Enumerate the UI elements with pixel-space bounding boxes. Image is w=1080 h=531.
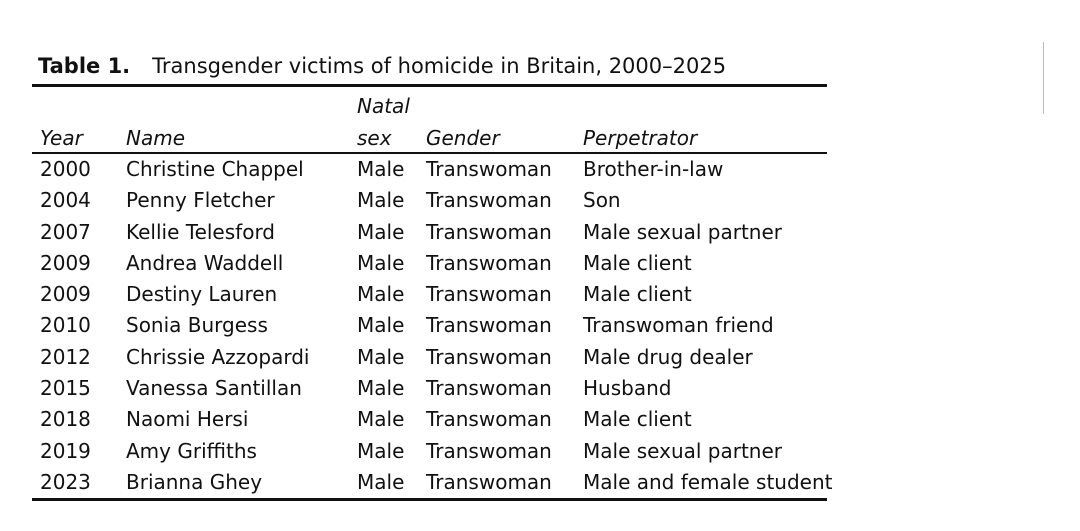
header-name: Name <box>126 126 186 150</box>
cell-name: Destiny Lauren <box>126 282 278 307</box>
cell-year: 2009 <box>40 250 91 275</box>
cell-gender: Transwoman <box>426 157 552 181</box>
cell-perpetrator: Male drug dealer <box>583 344 753 369</box>
cell-year: 2015 <box>40 376 91 401</box>
cell-gender: Transwoman <box>426 250 552 275</box>
cell-perpetrator: Son <box>583 188 621 213</box>
table-row <box>0 404 1080 435</box>
cell-natal-sex: Male <box>357 376 405 401</box>
cell-name: Vanessa Santillan <box>126 376 302 401</box>
table-row <box>0 217 1080 248</box>
cell-gender: Transwoman <box>426 407 552 432</box>
header-gender: Gender <box>426 126 500 150</box>
cell-gender: Transwoman <box>426 344 552 369</box>
cell-year: 2004 <box>40 188 91 213</box>
table-row <box>0 310 1080 341</box>
table-caption <box>38 52 726 80</box>
header-natal-sex-line1: Natal <box>357 94 410 118</box>
cell-name: Naomi Hersi <box>126 407 249 432</box>
cell-gender: Transwoman <box>426 313 552 338</box>
cell-year: 2010 <box>40 313 91 338</box>
cell-gender: Transwoman <box>426 219 552 244</box>
table-top-rule <box>32 84 827 87</box>
table-caption-label: Table 1. <box>38 54 131 78</box>
cell-name: Amy Griffiths <box>126 438 257 463</box>
cell-natal-sex: Male <box>357 469 405 494</box>
table-row <box>0 373 1080 404</box>
cell-perpetrator: Male client <box>583 407 692 432</box>
cell-natal-sex: Male <box>357 438 405 463</box>
cell-gender: Transwoman <box>426 376 552 401</box>
cell-perpetrator: Brother-in-law <box>583 157 724 181</box>
cell-gender: Transwoman <box>426 438 552 463</box>
cell-name: Christine Chappel <box>126 157 304 181</box>
cell-gender: Transwoman <box>426 282 552 307</box>
cell-perpetrator: Male sexual partner <box>583 438 783 463</box>
table-row <box>0 248 1080 279</box>
cell-natal-sex: Male <box>357 313 405 338</box>
cell-perpetrator: Male sexual partner <box>583 219 783 244</box>
cell-natal-sex: Male <box>357 407 405 432</box>
cell-perpetrator: Male client <box>583 250 692 275</box>
cell-gender: Transwoman <box>426 469 552 494</box>
cell-year: 2000 <box>40 157 91 181</box>
cell-year: 2019 <box>40 438 91 463</box>
table-row <box>0 436 1080 467</box>
header-natal-sex-line2: sex <box>357 126 392 150</box>
table-row <box>0 467 1080 498</box>
cell-natal-sex: Male <box>357 219 405 244</box>
cell-year: 2023 <box>40 469 91 494</box>
header-perpetrator: Perpetrator <box>583 126 698 150</box>
cell-name: Kellie Telesford <box>126 219 276 244</box>
table-caption-title: Transgender victims of homicide in Britain, 2000–2025 <box>152 54 727 78</box>
cell-year: 2007 <box>40 219 91 244</box>
cell-natal-sex: Male <box>357 344 405 369</box>
table-body <box>0 154 1080 498</box>
table-row <box>0 154 1080 185</box>
cell-natal-sex: Male <box>357 188 405 213</box>
cell-name: Penny Fletcher <box>126 188 275 213</box>
cell-perpetrator: Transwoman friend <box>583 313 774 338</box>
cell-perpetrator: Male client <box>583 282 692 307</box>
page-edge-line <box>1043 42 1044 114</box>
table-bottom-rule <box>32 498 827 501</box>
cell-gender: Transwoman <box>426 188 552 213</box>
cell-name: Chrissie Azzopardi <box>126 344 310 369</box>
cell-year: 2012 <box>40 344 91 369</box>
cell-name: Andrea Waddell <box>126 250 284 275</box>
cell-natal-sex: Male <box>357 282 405 307</box>
cell-natal-sex: Male <box>357 157 405 181</box>
cell-name: Sonia Burgess <box>126 313 268 338</box>
table-row <box>0 185 1080 216</box>
cell-year: 2009 <box>40 282 91 307</box>
header-year: Year <box>40 126 83 150</box>
table-row <box>0 279 1080 310</box>
table-row <box>0 342 1080 373</box>
cell-natal-sex: Male <box>357 250 405 275</box>
cell-year: 2018 <box>40 407 91 432</box>
cell-perpetrator: Male and female student <box>583 469 833 494</box>
cell-name: Brianna Ghey <box>126 469 263 494</box>
cell-perpetrator: Husband <box>583 376 672 401</box>
